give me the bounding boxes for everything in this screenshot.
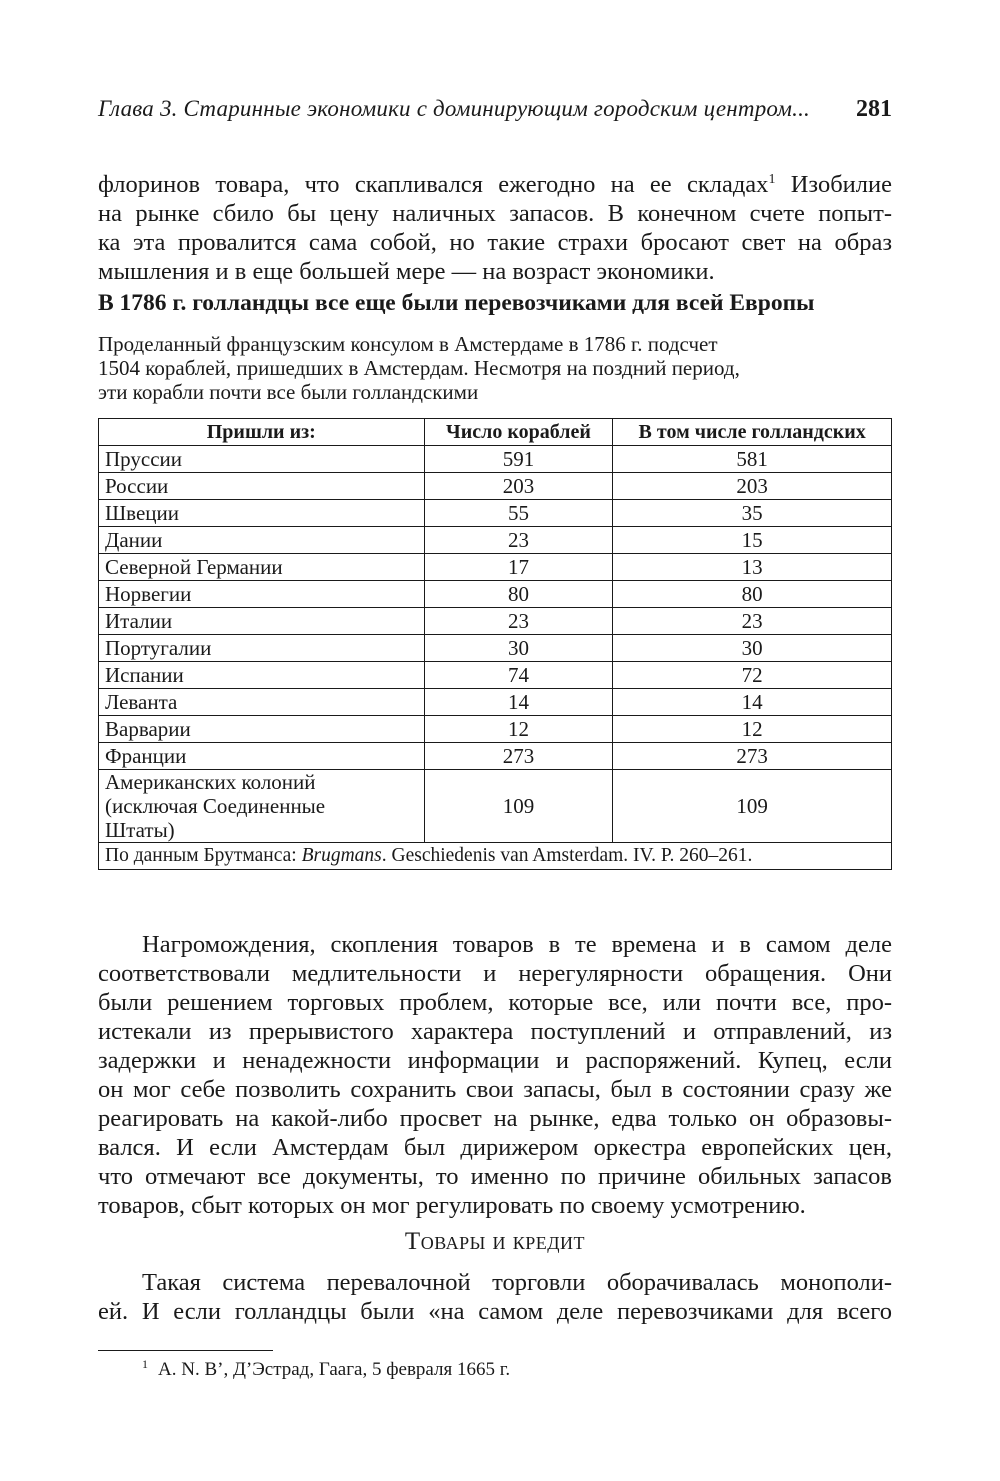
table-caption bbox=[98, 332, 892, 404]
footnote-ref[interactable]: 1 bbox=[768, 172, 776, 187]
cell-dutch: 581 bbox=[613, 446, 892, 473]
paragraph-2-line: товаров, сбыт которых он мог регулировать по своему усмотрению. bbox=[98, 1192, 806, 1219]
cell-ships: 109 bbox=[424, 770, 613, 843]
cell-dutch: 203 bbox=[613, 473, 892, 500]
cell-origin: Северной Германии bbox=[99, 554, 425, 581]
paragraph-3 bbox=[98, 1268, 892, 1326]
paragraph-1 bbox=[98, 165, 892, 286]
cell-origin: Франции bbox=[99, 743, 425, 770]
paragraph-3-line: Такая система перевалочной торговли оборачивалась монополи- bbox=[142, 1269, 892, 1296]
chapter-title: Глава 3. Старинные экономики с доминирующим городским центром... bbox=[98, 96, 810, 121]
table-row bbox=[99, 473, 892, 500]
cell-origin: Варварии bbox=[99, 716, 425, 743]
table-title: В 1786 г. голландцы все еще были перевозчиками для всей Европы bbox=[98, 290, 815, 316]
paragraph-2-line: задержки и ненадежности информации и распоряжений. Купец, если bbox=[98, 1047, 892, 1074]
cell-origin: Норвегии bbox=[99, 581, 425, 608]
cell-dutch: 30 bbox=[613, 635, 892, 662]
cell-origin: Швеции bbox=[99, 500, 425, 527]
paragraph-2-line: были решением торговых проблем, которые все, или почти все, про- bbox=[98, 989, 892, 1016]
ships-table bbox=[98, 418, 892, 870]
table-row bbox=[99, 635, 892, 662]
table-row bbox=[99, 662, 892, 689]
table-caption-line-1: Проделанный французским консулом в Амстердаме в 1786 г. подсчет bbox=[98, 332, 718, 356]
cell-dutch: 273 bbox=[613, 743, 892, 770]
cell-origin: Италии bbox=[99, 608, 425, 635]
header-dutch: В том числе голландских bbox=[613, 419, 892, 446]
header-origin: Пришли из: bbox=[99, 419, 425, 446]
cell-ships: 23 bbox=[424, 527, 613, 554]
paragraph-1-line-2: на рынке сбило бы цену наличных запасов. В конечном счете попыт- bbox=[98, 200, 892, 227]
table-footer-body bbox=[99, 770, 892, 870]
table-row bbox=[99, 689, 892, 716]
cell-dutch: 14 bbox=[613, 689, 892, 716]
cell-dutch: 12 bbox=[613, 716, 892, 743]
cell-dutch: 13 bbox=[613, 554, 892, 581]
cell-ships: 80 bbox=[424, 581, 613, 608]
table-row bbox=[99, 608, 892, 635]
cell-ships: 273 bbox=[424, 743, 613, 770]
table-caption-line-3: эти корабли почти все были голландскими bbox=[98, 380, 479, 404]
cell-dutch: 15 bbox=[613, 527, 892, 554]
running-head bbox=[98, 96, 892, 123]
cell-ships: 55 bbox=[424, 500, 613, 527]
table-header-row bbox=[99, 419, 892, 446]
paragraph-1-line-1-tail: Изобилие bbox=[775, 171, 892, 198]
cell-origin: Леванта bbox=[99, 689, 425, 716]
paragraph-2 bbox=[98, 930, 892, 1220]
cell-ships: 12 bbox=[424, 716, 613, 743]
cell-ships: 203 bbox=[424, 473, 613, 500]
cell-ships: 30 bbox=[424, 635, 613, 662]
table-row bbox=[99, 770, 892, 843]
cell-dutch: 109 bbox=[613, 770, 892, 843]
paragraph-2-line: соответствовали медлительности и нерегулярности обращения. Они bbox=[98, 960, 892, 987]
cell-ships: 591 bbox=[424, 446, 613, 473]
cell-origin: России bbox=[99, 473, 425, 500]
cell-origin-line: (исключая Соединенные bbox=[105, 794, 326, 818]
cell-ships: 74 bbox=[424, 662, 613, 689]
table-source bbox=[99, 843, 892, 870]
source-rest: . Geschiedenis van Amsterdam. IV. P. 260–261. bbox=[381, 845, 753, 866]
cell-origin: Пруссии bbox=[99, 446, 425, 473]
footnote bbox=[142, 1357, 510, 1381]
table-source-row bbox=[99, 843, 892, 870]
table-row bbox=[99, 527, 892, 554]
table-row bbox=[99, 743, 892, 770]
table-body bbox=[99, 446, 892, 770]
source-prefix: По данным Брутманса: bbox=[105, 845, 302, 866]
cell-origin-line: Штаты) bbox=[105, 818, 175, 842]
footnote-mark: 1 bbox=[142, 1357, 148, 1371]
table-caption-line-2: 1504 кораблей, пришедших в Амстердам. Несмотря на поздний период, bbox=[98, 356, 740, 380]
cell-ships: 14 bbox=[424, 689, 613, 716]
table-row bbox=[99, 554, 892, 581]
table-row bbox=[99, 500, 892, 527]
paragraph-1-line-4: мышления и в еще большей мере — на возраст экономики. bbox=[98, 258, 715, 285]
section-heading: Товары и кредит bbox=[404, 1228, 586, 1255]
paragraph-2-line: он мог себе позволить сохранить свои запасы, был в состоянии сразу же bbox=[98, 1076, 892, 1103]
cell-dutch: 80 bbox=[613, 581, 892, 608]
cell-origin bbox=[99, 770, 425, 843]
source-author: Brugmans bbox=[301, 845, 382, 866]
cell-ships: 17 bbox=[424, 554, 613, 581]
paragraph-3-line: ей. И если голландцы были «на самом деле перевозчиками для всего bbox=[98, 1298, 892, 1325]
cell-dutch: 23 bbox=[613, 608, 892, 635]
cell-dutch: 72 bbox=[613, 662, 892, 689]
paragraph-1-line-1 bbox=[98, 165, 892, 199]
paragraph-1-line-3: ка эта провалится сама собой, но такие страхи бросают свет на образ bbox=[98, 229, 892, 256]
table-row bbox=[99, 716, 892, 743]
cell-origin-line: Американских колоний bbox=[105, 770, 316, 794]
paragraph-1-line-1-text: флоринов товара, что скапливался ежегодно на ее складах bbox=[98, 171, 769, 198]
cell-origin: Испании bbox=[99, 662, 425, 689]
footnote-text: A. N. B’, Д’Эстрад, Гаага, 5 февраля 1665 г. bbox=[158, 1359, 511, 1380]
paragraph-2-line: Нагромождения, скопления товаров в те времена и в самом деле bbox=[142, 931, 892, 958]
table-row bbox=[99, 446, 892, 473]
cell-ships: 23 bbox=[424, 608, 613, 635]
cell-dutch: 35 bbox=[613, 500, 892, 527]
paragraph-2-line: вался. И если Амстердам был дирижером оркестра европейских цен, bbox=[98, 1134, 892, 1161]
cell-origin: Португалии bbox=[99, 635, 425, 662]
paragraph-2-line: что отмечают все документы, то именно по причине обильных запасов bbox=[98, 1163, 892, 1190]
footnote-divider bbox=[98, 1350, 273, 1351]
paragraph-2-line: реагировать на какой-либо просвет на рынке, едва только он образовы- bbox=[98, 1105, 892, 1132]
header-ships: Число кораблей bbox=[424, 419, 613, 446]
table-row bbox=[99, 581, 892, 608]
cell-origin: Дании bbox=[99, 527, 425, 554]
paragraph-2-line: истекали из прерывистого характера поступлений и отправлений, из bbox=[98, 1018, 892, 1045]
page-number: 281 bbox=[856, 96, 892, 122]
